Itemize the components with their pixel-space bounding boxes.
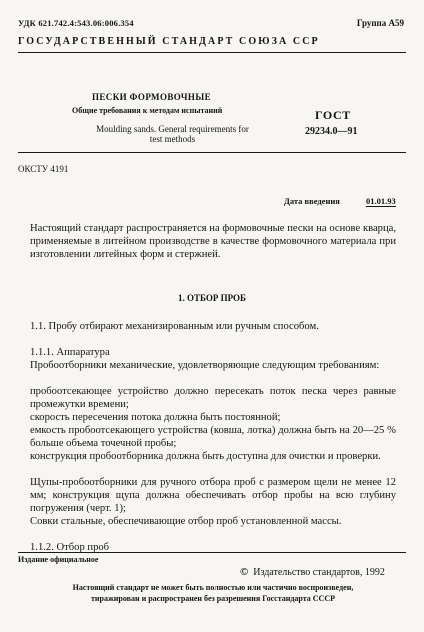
clause-1-1-2: 1.1.2. Отбор проб (30, 542, 110, 553)
okstu-code: ОКСТУ 4191 (18, 164, 69, 174)
reproduction-notice (18, 582, 408, 604)
footer-rule (18, 552, 406, 553)
gost-number: 29234.0—91 (305, 126, 358, 137)
clause-requirement-cutter: пробоотсекающее устройство должно пересекать поток песка через равные промежутки времени; (30, 386, 396, 410)
title-en-line-1: Moulding sands. General requirements for (96, 124, 249, 134)
title-en-line-2: test methods (149, 134, 196, 144)
copyright-mark: © (240, 566, 249, 578)
copyright (240, 566, 385, 578)
clause-probes: Щупы-пробоотборники для ручного отбора проб с размером щели не менее 12 мм; конструкция щупа должна обеспечивать отбор пробы на всю глубину погружения (черт. 1); (30, 477, 396, 514)
group-code: Группа А59 (356, 18, 404, 28)
intro-date-label: Дата введения (284, 196, 340, 206)
clause-1-1-1: 1.1.1. Аппаратура (30, 347, 110, 358)
clause-1-1: 1.1. Пробу отбирают механизированным или ручным способом. (30, 321, 319, 332)
intro-date-value: 01.01.93 (366, 196, 396, 206)
clause-samplers-mechanical: Пробоотборники механические, удовлетворяющие следующим требованиям: (30, 360, 380, 371)
title-rule-bottom (18, 152, 406, 153)
notice-line-2: тиражирован и распространен без разрешения Госстандарта СССР (91, 594, 335, 603)
clause-requirement-speed: скорость пересечения потока должна быть постоянной; (30, 412, 281, 423)
document-subtitle-ru: Общие требования к методам испытаний (72, 106, 223, 115)
clause-requirement-design: конструкция пробоотборника должна быть доступна для очистки и проверки. (30, 451, 381, 462)
intro-paragraph: Настоящий стандарт распространяется на формовочные пески на основе кварца, применяемые в литейном производстве в качестве формовочного материала при изготовлении литейных форм и стержней. (30, 223, 396, 260)
section-heading: 1. ОТБОР ПРОБ (177, 293, 247, 303)
clause-requirement-capacity: емкость пробоотсекающего устройства (ковша, лотка) должна быть на 20—25 % больше объема точечной пробы; (30, 425, 396, 449)
document-title-ru: ПЕСКИ ФОРМОВОЧНЫЕ (92, 92, 211, 102)
official-edition: Издание официальное (18, 555, 99, 564)
standard-title: ГОСУДАРСТВЕННЫЙ СТАНДАРТ СОЮЗА ССР (18, 36, 320, 47)
clause-scoops: Совки стальные, обеспечивающие отбор проб установленной массы. (30, 516, 342, 527)
gost-label: ГОСТ (315, 108, 351, 122)
notice-line-1: Настоящий стандарт не может быть полностью или частично воспроизведен, (72, 583, 354, 592)
copyright-text: Издательство стандартов, 1992 (253, 567, 385, 578)
udk-code: УДК 621.742.4:543.06:006.354 (18, 18, 134, 28)
document-title-en (70, 124, 275, 144)
title-rule-top (18, 52, 406, 53)
